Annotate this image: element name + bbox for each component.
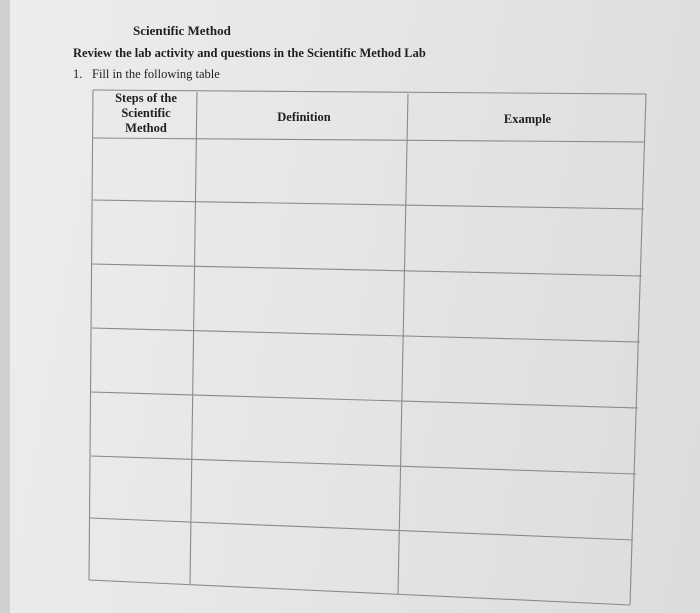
table-col-rule [190,92,197,584]
worksheet-title: Scientific Method [133,23,231,38]
header-definition: Definition [277,110,331,124]
lab-instruction: Review the lab activity and questions in the Scientific Method Lab [73,46,426,60]
table-row-rule [92,264,642,276]
table-border-left [89,90,93,580]
table-row-rule [91,456,636,474]
header-example: Example [503,112,552,126]
question-number: 1. [73,67,83,81]
table-row-rule [91,392,638,408]
table-col-rule [398,94,408,594]
table-row-rule [93,138,645,142]
table-row-rule [92,328,640,342]
table-border-right [630,94,646,605]
question-text: Fill in the following table [92,67,220,81]
table-row-rule [93,200,644,209]
table-border-bottom [89,580,630,605]
header-steps: Steps of the Scientific Method [115,91,177,135]
table-row-rule [90,518,633,540]
